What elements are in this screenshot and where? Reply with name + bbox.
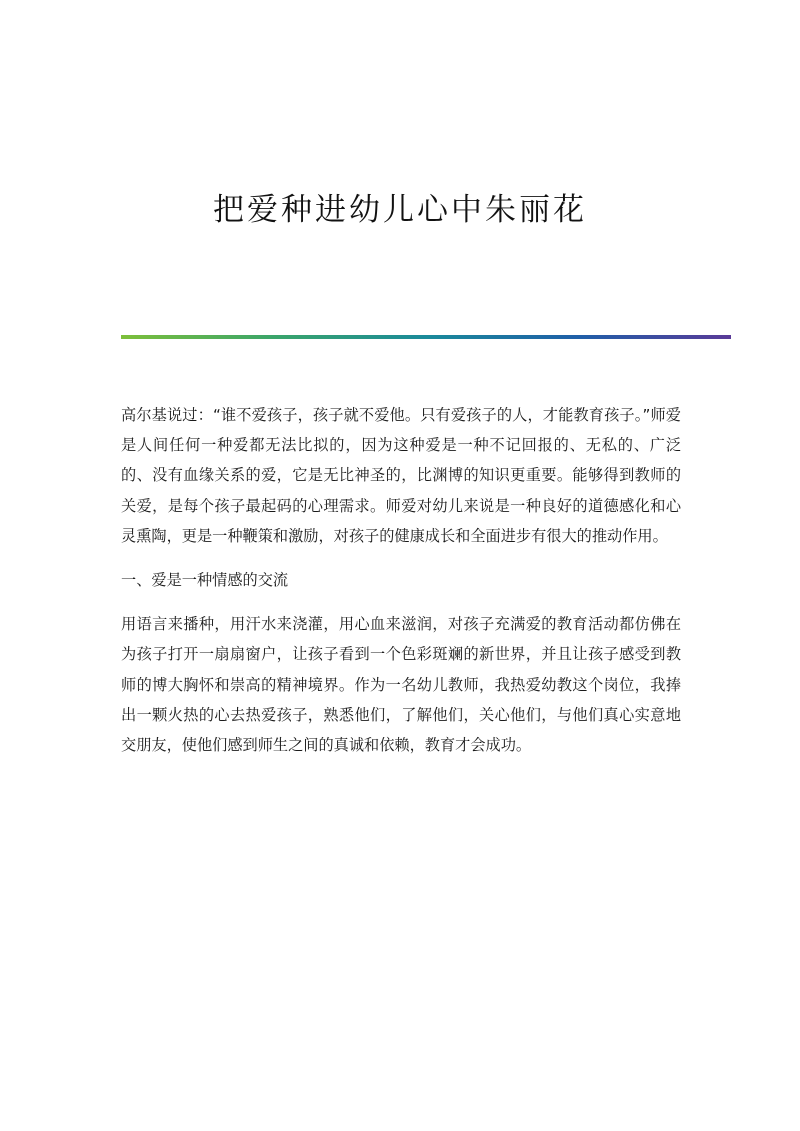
paragraph-intro: 高尔基说过：“谁不爱孩子，孩子就不爱他。只有爱孩子的人，才能教育孩子。”师爱是人间任何一种爱都无法比拟的，因为这种爱是一种不记回报的、无私的、广泛的、没有血缘关系的爱，它是无比神圣的，比渊博的知识更重要。能够得到教师的关爱，是每个孩子最起码的心理需求。师爱对幼儿来说是一种良好的道德感化和心灵熏陶，更是一种鞭策和激励，对孩子的健康成长和全面进步有很大的推动作用。 — [121, 406, 681, 545]
paragraph-section-one: 用语言来播种，用汗水来浇灌，用心血来滋润，对孩子充满爱的教育活动都仿佛在为孩子打开一扇扇窗户，让孩子看到一个色彩斑斓的新世界，并且让孩子感受到教师的博大胸怀和崇高的精神境界。作为一名幼儿教师，我热爱幼教这个岗位，我捧出一颗火热的心去热爱孩子，熟悉他们，了解他们，关心他们，与他们真心实意地交朋友，使他们感到师生之间的真诚和依赖，教育才会成功。 — [121, 615, 681, 755]
document-title: 把爱种进幼儿心中朱丽花 — [213, 192, 587, 228]
title-divider — [121, 335, 731, 339]
section-heading: 一、爱是一种情感的交流 — [121, 571, 289, 590]
document-body — [121, 400, 681, 774]
